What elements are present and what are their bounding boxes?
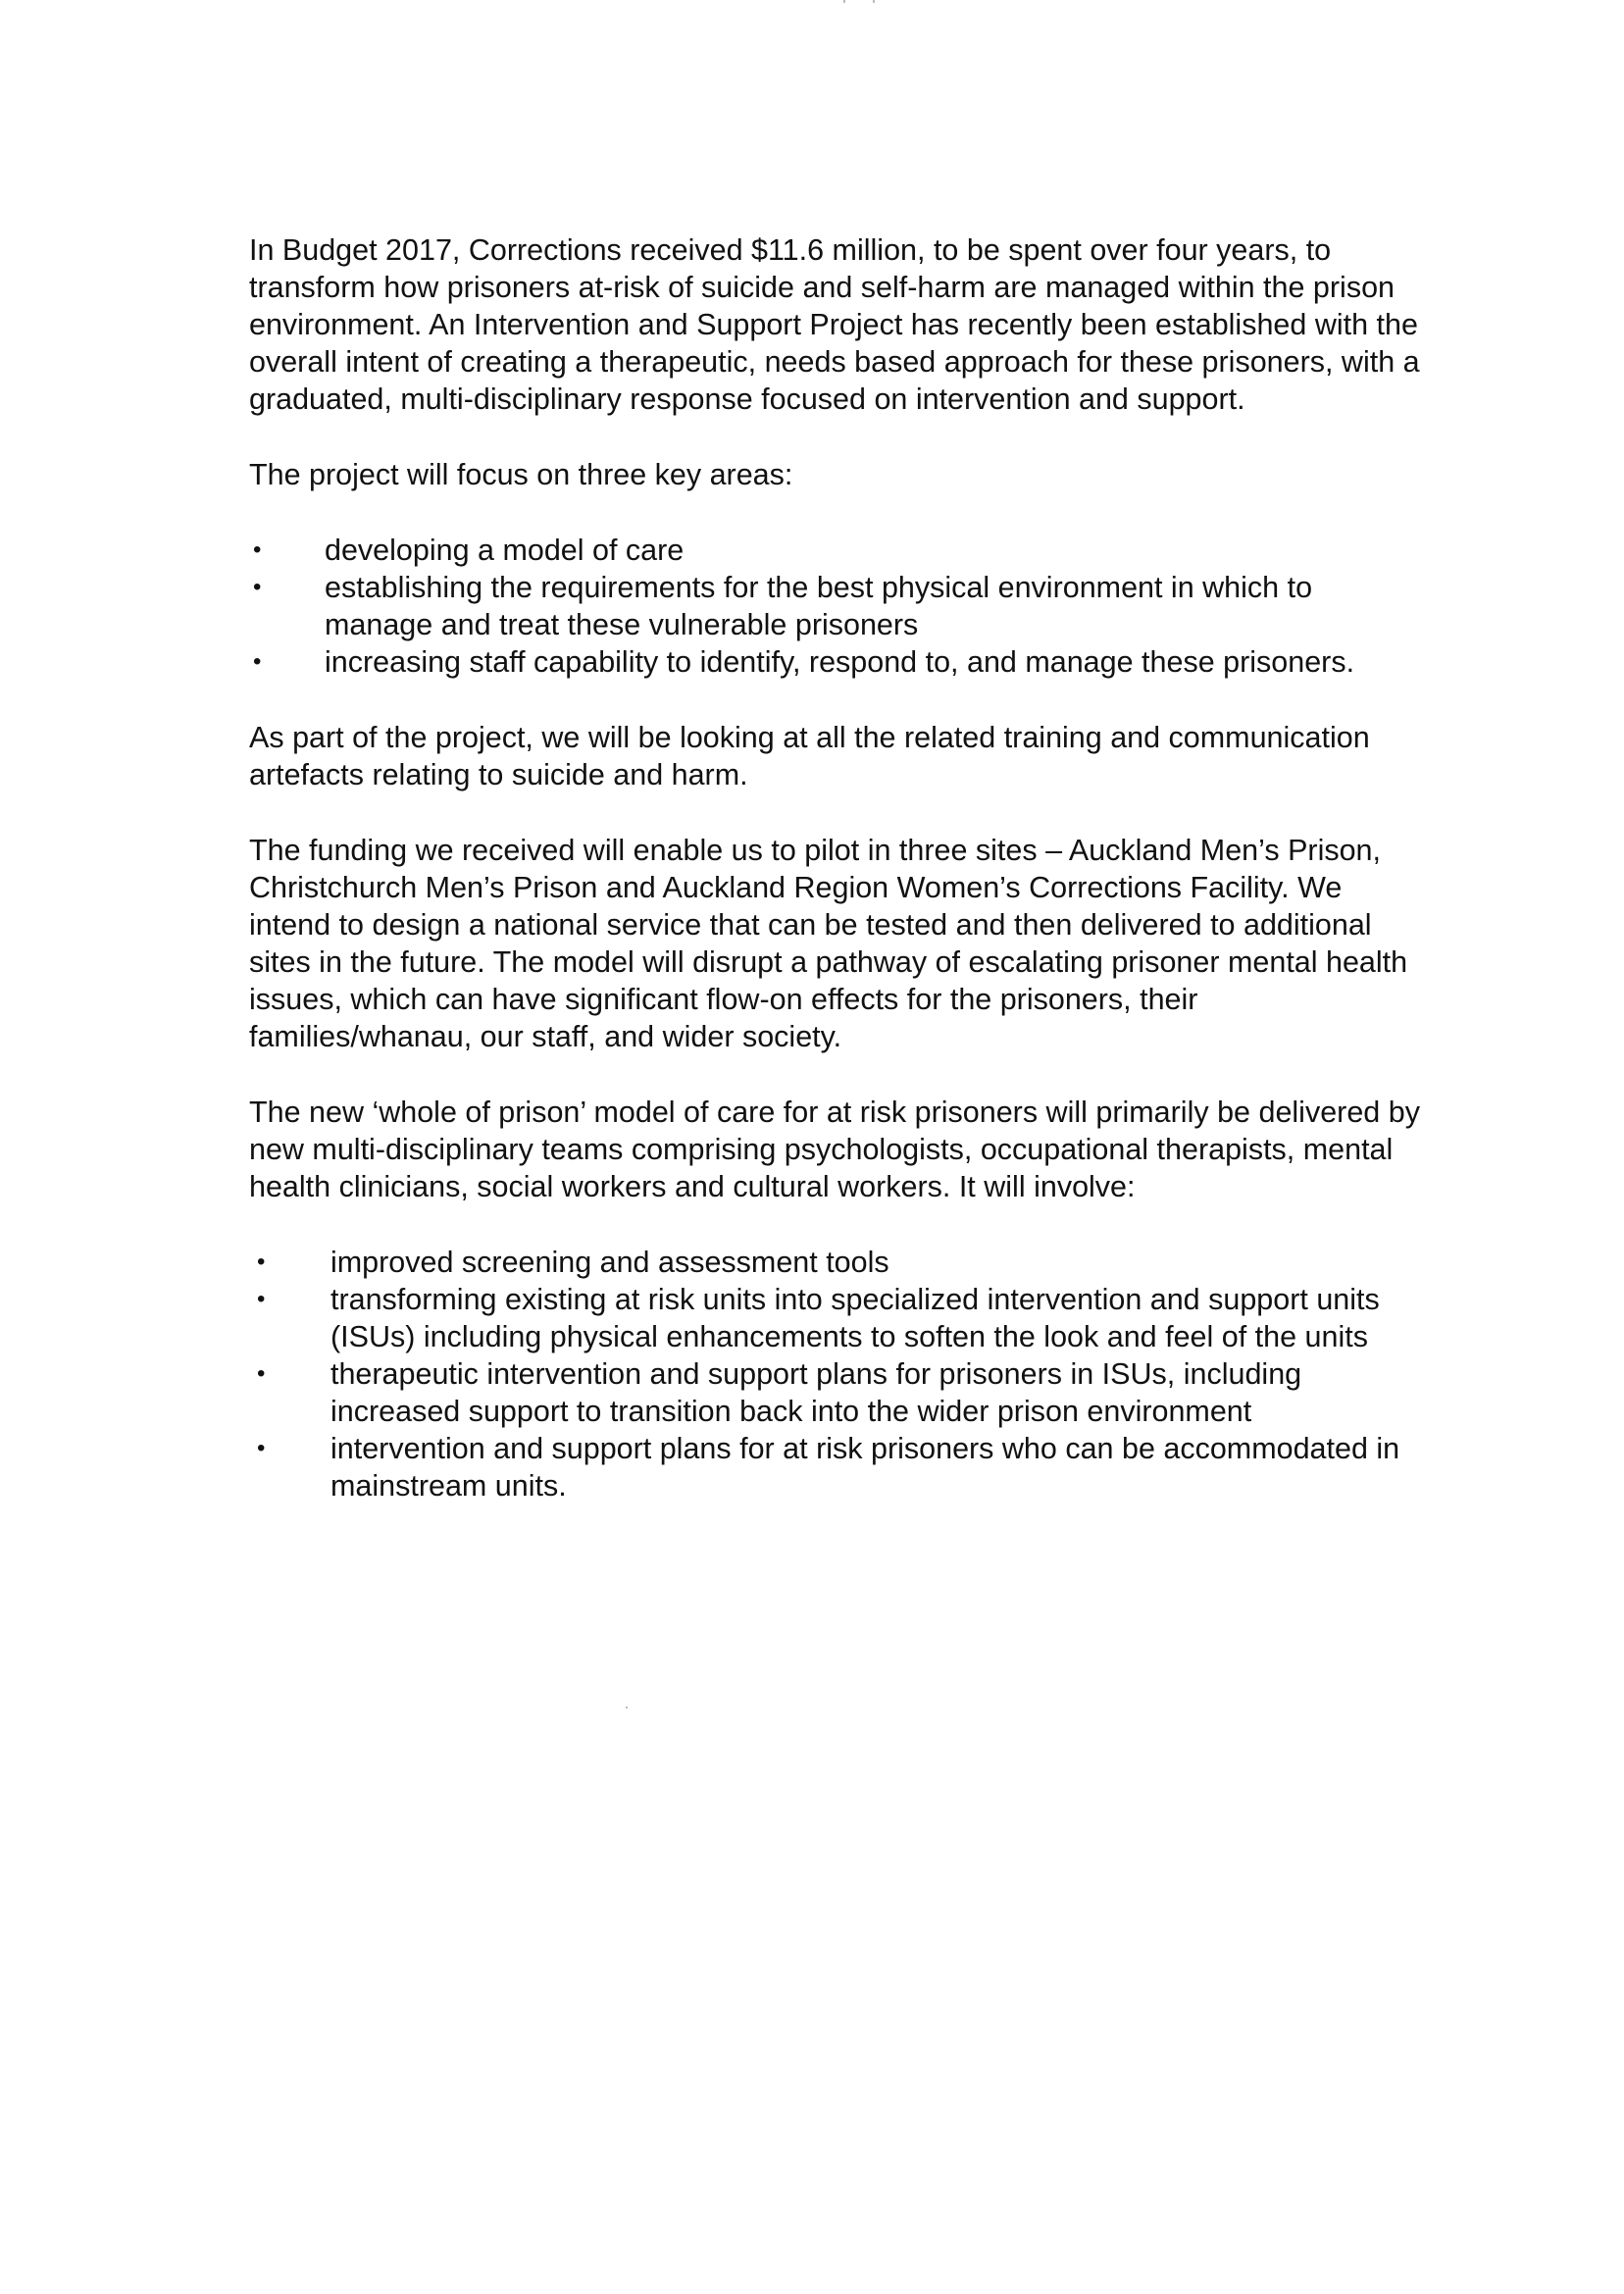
bullet-icon: • <box>257 1435 266 1461</box>
focus-areas-list <box>249 532 1422 681</box>
list-item <box>249 643 1422 681</box>
list-item-text: establishing the requirements for the best physical environment in which to manage and treat these vulnerable prisoners <box>325 571 1313 641</box>
paragraph-focus-intro: The project will focus on three key areas: <box>249 458 793 491</box>
bullet-icon: • <box>253 648 262 675</box>
list-item-text: intervention and support plans for at risk prisoners who can be accommodated in mainstream units. <box>330 1432 1400 1503</box>
list-item <box>249 1244 1422 1281</box>
bullet-icon: • <box>257 1286 266 1312</box>
list-item <box>249 1430 1422 1504</box>
document-body <box>249 231 1422 1543</box>
bullet-icon: • <box>257 1249 266 1275</box>
model-items-list <box>249 1244 1422 1504</box>
scan-mark-top <box>873 0 875 3</box>
bullet-icon: • <box>257 1360 266 1387</box>
bullet-icon: • <box>253 536 262 563</box>
paragraph-funding: The funding we received will enable us to pilot in three sites – Auckland Men’s Prison, Christchurch Men’s Prison and Auckland Region Women’s Corrections Facility. We intend to design a national service that can be tested and then delivered to additional sites in the future. The model will disrupt a pathway of escalating prisoner mental health issues, which can have significant flow-on effects for the prisoners, their families/whanau, our staff, and wider society. <box>249 834 1408 1053</box>
list-item-text: improved screening and assessment tools <box>330 1246 889 1279</box>
list-item <box>249 569 1422 643</box>
list-item <box>249 1355 1422 1430</box>
paragraph-model: The new ‘whole of prison’ model of care for at risk prisoners will primarily be delivered by new multi-disciplinary teams comprising psychologists, occupational therapists, mental health clinicians, social workers and cultural workers. It will involve: <box>249 1096 1420 1203</box>
list-item-text: transforming existing at risk units into specialized intervention and support units (ISUs) including physical enhancements to soften the look and feel of the units <box>330 1283 1380 1353</box>
list-item-text: increasing staff capability to identify, respond to, and manage these prisoners. <box>325 645 1355 679</box>
list-item <box>249 532 1422 569</box>
list-item <box>249 1281 1422 1355</box>
paragraph-training: As part of the project, we will be looking at all the related training and communication artefacts relating to suicide and harm. <box>249 721 1370 791</box>
list-item-text: developing a model of care <box>325 534 685 567</box>
scan-mark-top <box>843 0 845 3</box>
paragraph-budget: In Budget 2017, Corrections received $11.6 million, to be spent over four years, to transform how prisoners at-risk of suicide and self-harm are managed within the prison environment. An Intervention and Support Project has recently been established with the overall intent of creating a therapeutic, needs based approach for these prisoners, with a graduated, multi-disciplinary response focused on intervention and support. <box>249 233 1420 416</box>
list-item-text: therapeutic intervention and support plans for prisoners in ISUs, including increased support to transition back into the wider prison environment <box>330 1357 1302 1428</box>
scan-mark-mid <box>626 1707 628 1708</box>
bullet-icon: • <box>253 574 262 600</box>
